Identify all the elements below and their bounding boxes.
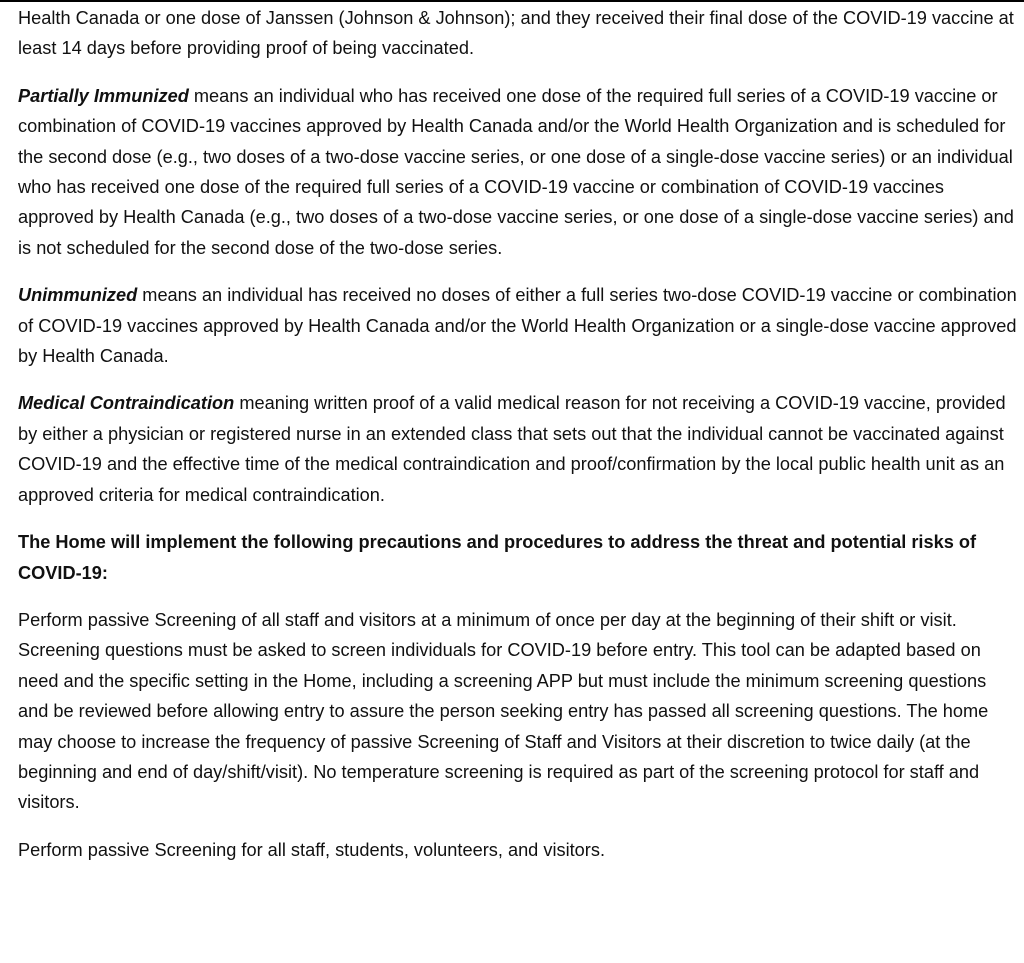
partially-immunized-definition xyxy=(18,81,1018,263)
screening-paragraph: Perform passive Screening of all staff and visitors at a minimum of once per day at the beginning of their shift or visit. Screening questions must be asked to screen individuals for COVID-19 before entry. This tool can be adapted based on need and the specific setting in the Home, including a screening APP but must include the minimum screening questions and be reviewed before allowing entry to assure the person seeking entry has passed all screening questions. The home may choose to increase the frequency of passive Screening of Staff and Visitors at their discretion to twice daily (at the beginning and end of day/shift/visit). No temperature screening is required as part of the screening protocol for staff and visitors. xyxy=(18,609,989,813)
document-body xyxy=(18,3,1018,882)
partially-immunized-text: means an individual who has received one dose of the required full series of a COVID-19 vaccine or combination of COVID-19 vaccines approved by Health Canada and/or the World Health Organization and is scheduled for the second dose (e.g., two doses of a two-dose vaccine series, or one dose of a single-dose vaccine series) or an individual who has received one dose of the required full series of a COVID-19 vaccine or combination of COVID-19 vaccines approved by Health Canada (e.g., two doses of a two-dose vaccine series, or one dose of a single-dose vaccine series) and is not scheduled for the second dose of the two-dose series. xyxy=(18,85,1014,258)
partially-immunized-term: Partially Immunized xyxy=(18,85,189,106)
medical-contraindication-definition xyxy=(18,388,1018,510)
unimmunized-term: Unimmunized xyxy=(18,285,138,306)
fully-immunized-continuation: Health Canada or one dose of Janssen (Johnson & Johnson); and they received their final dose of the COVID-19 vaccine at least 14 days before providing proof of being vaccinated. xyxy=(18,8,1014,59)
unimmunized-text: means an individual has received no doses of either a full series two-dose COVID-19 vaccine or combination of COVID-19 vaccines approved by Health Canada and/or the World Health Organization or a single-dose vaccine approved by Health Canada. xyxy=(18,285,1017,367)
precautions-heading: The Home will implement the following precautions and procedures to address the threat and potential risks of COVID-19: xyxy=(18,532,977,583)
medical-contraindication-text: meaning written proof of a valid medical reason for not receiving a COVID-19 vaccine, provided by either a physician or registered nurse in an extended class that sets out that the individual cannot be vaccinated against COVID-19 and the effective time of the medical contraindication and proof/confirmation by the local public health unit as an approved criteria for medical contraindication. xyxy=(18,393,1006,505)
screening-all-paragraph: Perform passive Screening for all staff, students, volunteers, and visitors. xyxy=(18,839,605,860)
top-border-line xyxy=(0,0,1024,2)
unimmunized-definition xyxy=(18,280,1018,371)
medical-contraindication-term: Medical Contraindication xyxy=(18,393,235,414)
